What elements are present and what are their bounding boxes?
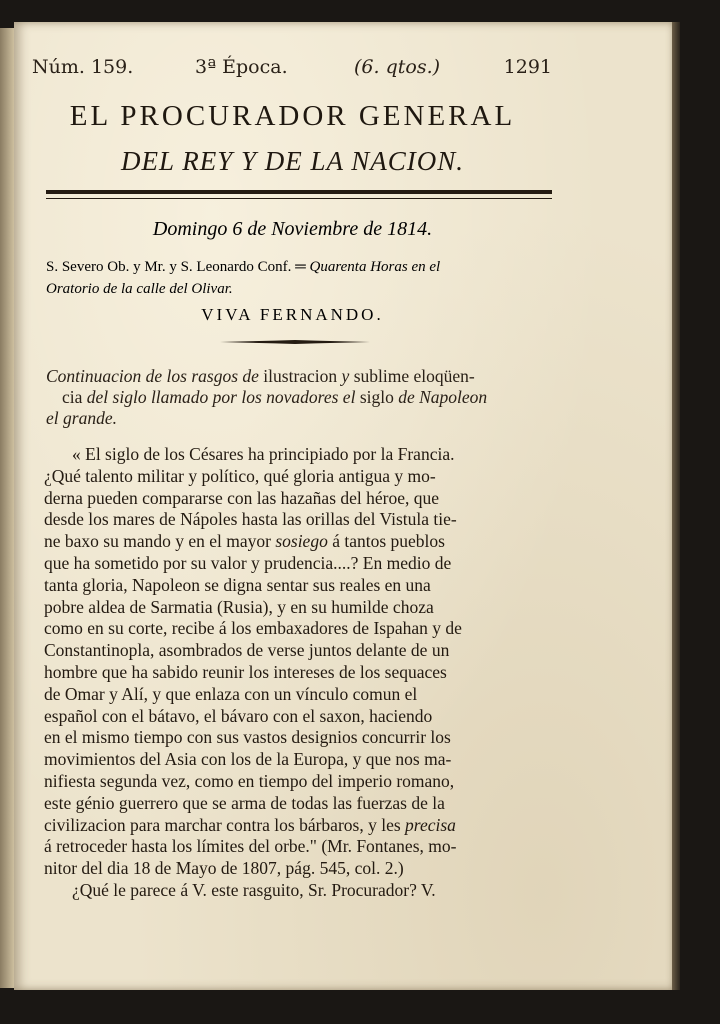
masthead-line (32, 56, 552, 86)
body-line: Constantinopla, asombrados de verse juntos delante de un (44, 640, 450, 661)
title-line-2: DEL REY Y DE LA NACION. (120, 146, 465, 176)
saints-line-2: Oratorio de la calle del Olivar. (46, 281, 233, 297)
body-line-part: ne baxo su mando y en el mayor (44, 531, 271, 552)
left-page-edge (0, 28, 14, 988)
body-line-part: á tantos pueblos (327, 531, 445, 552)
body-line: este génio guerrero que se arma de todas las fuerzas de la (44, 792, 445, 813)
body-line: como en su corte, recibe á los embaxadores de Ispahan y de (44, 618, 462, 639)
body-line: movimientos del Asia con los de la Europa, y que nos ma- (44, 749, 452, 770)
body-line: « El siglo de los Césares ha principiado por la Francia. (72, 444, 455, 464)
body-line-part: civilizacion para marchar contra los bárbaros, y les (44, 814, 401, 835)
article-heading (46, 366, 566, 429)
body-line: de Omar y Alí, y que enlaza con un vínculo comun el (44, 683, 418, 704)
body-line (44, 815, 564, 837)
ornament-rule (220, 340, 370, 344)
body-line (44, 531, 564, 553)
motto: VIVA FERNANDO. (201, 305, 384, 324)
issue-date: Domingo 6 de Noviembre de 1814. (152, 218, 433, 240)
heading-part: de Napoleon (393, 387, 488, 407)
heading-part: y (337, 366, 350, 386)
article-body (44, 444, 564, 902)
heading-part: ilustracion (258, 366, 338, 386)
body-line: tanta gloria, Napoleon se digna sentar sus reales en una (44, 574, 431, 595)
body-line-part: sosiego (275, 531, 328, 552)
heading-part: sublime eloqüen- (349, 366, 475, 386)
body-line: hombre que ha sabido reunir los intereses de los sequaces (44, 661, 447, 682)
title-rule-thin (46, 198, 552, 199)
title-line-1: EL PROCURADOR GENERAL (69, 100, 516, 132)
heading-part: cia (62, 387, 83, 407)
saints-line-1-italic: Quarenta Horas en el (305, 259, 441, 275)
heading-part: Continuacion de los rasgos de (46, 366, 259, 386)
body-line: á retroceder hasta los límites del orbe." (Mr. Fontanes, mo- (44, 836, 457, 857)
issue-number: Núm. 159. (32, 56, 134, 78)
saints-of-the-day (46, 256, 561, 300)
page-right-shadow (672, 22, 680, 990)
quires: (6. qtos.) (354, 56, 441, 78)
body-line: español con el bátavo, el bávaro con el saxon, haciendo (44, 705, 433, 726)
saints-line-1: S. Severo Ob. y Mr. y S. Leonardo Conf. ═ (46, 259, 306, 275)
heading-part: del siglo llamado por los novadores el (82, 387, 356, 407)
body-line: ¿Qué le parece á V. este rasguito, Sr. Procurador? V. (72, 879, 436, 900)
body-line: nitor del dia 18 de Mayo de 1807, pág. 545, col. 2.) (44, 858, 404, 879)
body-line: que ha sometido por su valor y prudencia....? En medio de (44, 552, 452, 573)
body-line: en el mismo tiempo con sus vastos designios concurrir los (44, 727, 451, 748)
body-line: nifiesta segunda vez, como en tiempo del imperio romano, (44, 770, 455, 791)
body-line: desde los mares de Nápoles hasta las orillas del Vistula tie- (44, 509, 457, 530)
body-line-part: precisa (405, 814, 456, 835)
body-line: ¿Qué talento militar y político, qué gloria antigua y mo- (44, 465, 436, 486)
body-line: derna pueden compararse con las hazañas del héroe, que (44, 487, 440, 508)
title-rule-thick (46, 190, 552, 194)
epoch: 3ª Época. (195, 56, 288, 78)
page-number: 1291 (503, 56, 552, 78)
heading-part: siglo (355, 387, 394, 407)
body-line: pobre aldea de Sarmatia (Rusia), y en su humilde choza (44, 596, 434, 617)
heading-part: el grande. (46, 408, 117, 428)
